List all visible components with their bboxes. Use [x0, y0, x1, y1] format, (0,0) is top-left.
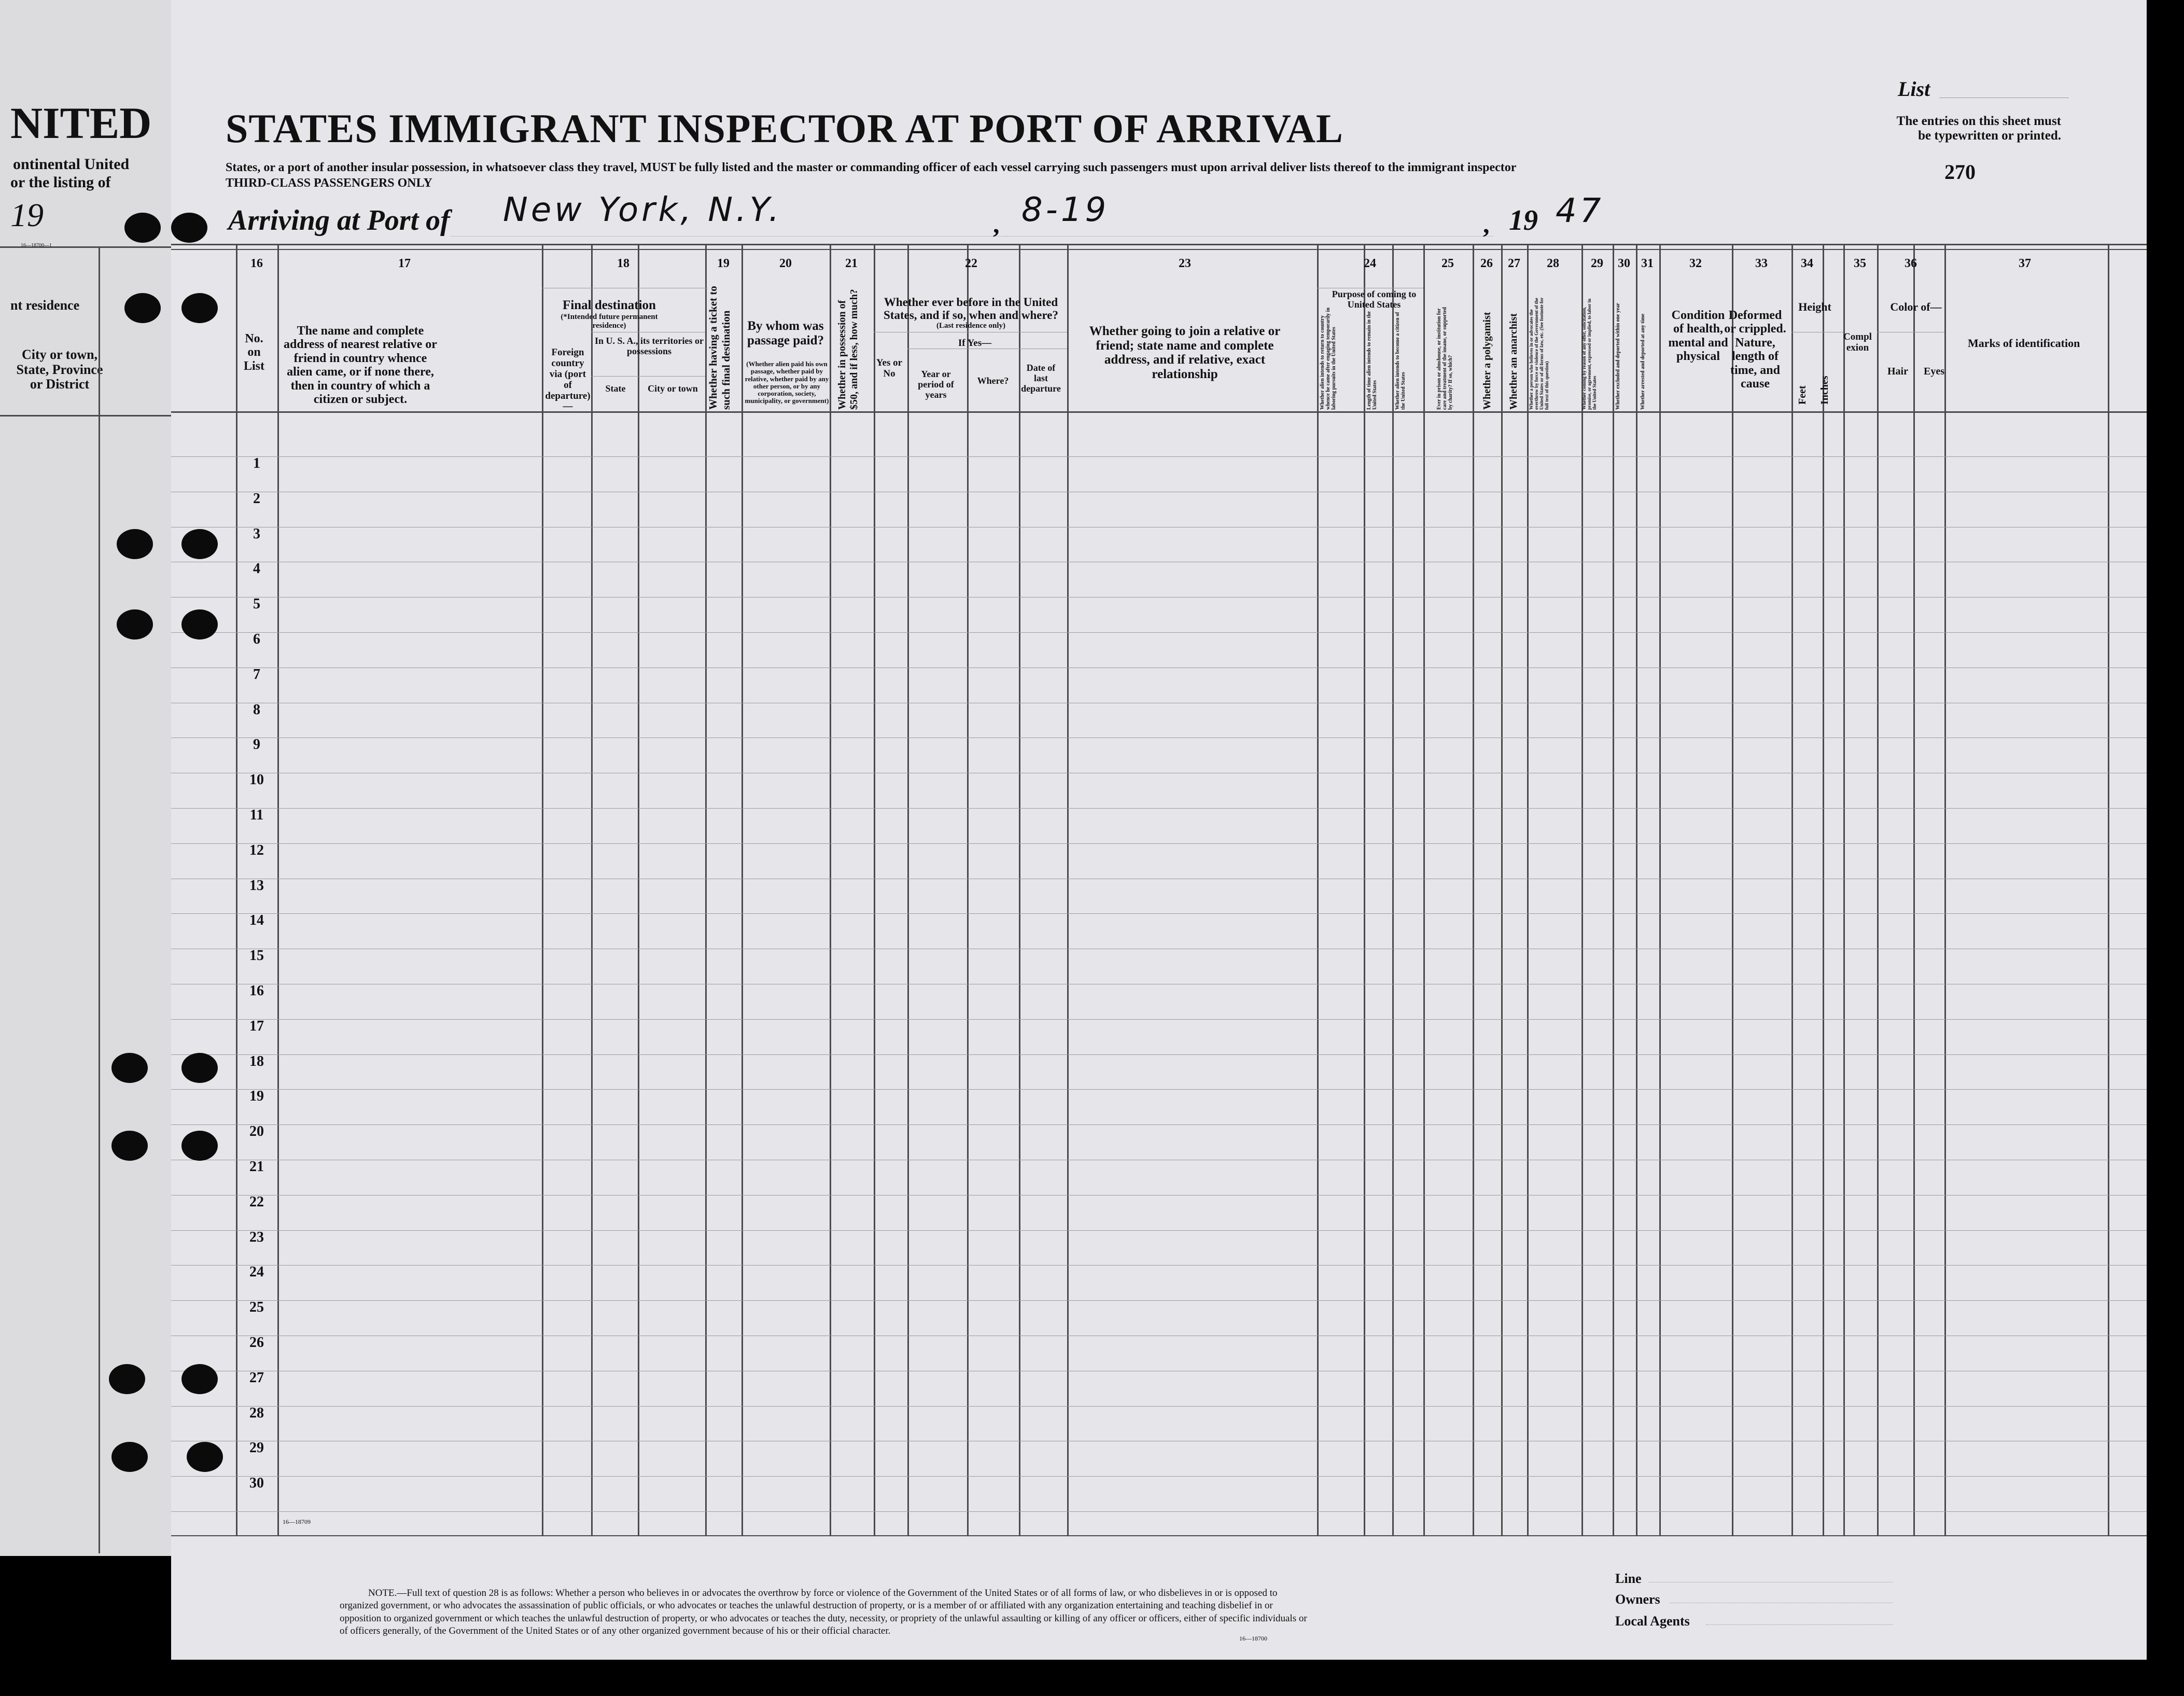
row-number: 14 — [249, 912, 264, 929]
column-rule — [1019, 244, 1020, 1535]
left-page-line2: or the listing of — [10, 174, 111, 191]
col24-sub1: Whether alien intends to return to country whence he came after engaging temporarily in laboring pursuits in the United States — [1320, 308, 1337, 410]
column-rule — [1067, 244, 1069, 1535]
comma-2: , — [1483, 210, 1490, 239]
col18-note: (*Intended future permanent residence) — [561, 313, 658, 330]
column-rule — [1613, 244, 1614, 1535]
col20-label: By whom was passage paid? — [747, 319, 824, 347]
column-rule — [967, 244, 969, 1535]
row-number: 2 — [253, 490, 260, 507]
punch-hole — [111, 1053, 148, 1083]
table-top-rule-2 — [171, 249, 2147, 250]
row-rule — [171, 1089, 2147, 1090]
column-rule — [591, 244, 593, 1535]
row-number: 21 — [249, 1159, 264, 1175]
row-rule — [171, 913, 2147, 914]
col22-years: Year or period of years — [918, 369, 954, 400]
column-rule — [1877, 244, 1879, 1535]
row-number: 17 — [249, 1018, 264, 1034]
punch-hole — [181, 1364, 218, 1394]
left-rule-header — [0, 415, 171, 416]
row-rule — [171, 1230, 2147, 1231]
local-agents-label: Local Agents — [1615, 1614, 1690, 1629]
col23-label: Whether going to join a relative or friend; state name and complete address, and if relative, exact relationship — [1089, 324, 1281, 381]
column-rule — [830, 244, 831, 1535]
col37-label: Marks of identification — [1968, 337, 2080, 350]
col22-ifyes: If Yes— — [958, 338, 992, 349]
column-rule — [1423, 244, 1425, 1535]
row-number: 30 — [249, 1475, 264, 1492]
column-number: 17 — [398, 257, 411, 270]
punch-hole — [181, 293, 218, 323]
col20-note: (Whether alien paid his own passage, whether paid by relative, whether paid by any other person, or by any corporation, society, municipality, or government) — [745, 360, 829, 405]
col35-label: Complexion — [1843, 331, 1872, 353]
column-rule — [1944, 244, 1946, 1535]
col22-note: (Last residence only) — [936, 322, 1006, 330]
row-number: 1 — [253, 455, 260, 471]
column-rule — [741, 244, 743, 1535]
col24-sub3: Whether alien intends to become a citizen of the United States — [1395, 312, 1406, 410]
row-number: 6 — [253, 631, 260, 647]
col34-inches: Inches — [1819, 376, 1830, 405]
col18-usa: In U. S. A., its territories or possessions — [595, 336, 704, 356]
table-header-rule — [171, 411, 2147, 413]
comma-1: , — [993, 210, 1000, 239]
row-number: 5 — [253, 596, 260, 613]
punch-hole — [117, 529, 153, 559]
col34-label: Height — [1798, 300, 1831, 313]
row-rule — [171, 1054, 2147, 1055]
column-rule — [1791, 244, 1793, 1535]
column-rule — [542, 244, 543, 1535]
form-code-top: 16—18700—1 — [21, 243, 52, 248]
column-number: 33 — [1755, 257, 1768, 270]
column-number: 32 — [1689, 257, 1702, 270]
form-title: STATES IMMIGRANT INSPECTOR AT PORT OF ARRIVAL — [226, 106, 1343, 151]
row-rule — [171, 1300, 2147, 1301]
column-number: 26 — [1480, 257, 1493, 270]
row-rule — [171, 808, 2147, 809]
row-number: 29 — [249, 1440, 264, 1456]
form-subtitle: States, or a port of another insular possession, in whatsoever class they travel, MUST be fully listed and the master or commanding officer of each vessel carrying such passengers must upon arrival deliver lists thereof to the immigrant inspector — [226, 161, 1517, 174]
col19-label: Whether having a ticket to such final destination — [707, 286, 732, 410]
row-number: 23 — [249, 1229, 264, 1245]
punch-hole — [171, 213, 207, 243]
col22-departure: Date of last departure — [1021, 363, 1061, 394]
column-number: 24 — [1364, 257, 1376, 270]
port-handwritten: New York, N.Y. — [503, 191, 782, 229]
column-number: 23 — [1179, 257, 1191, 270]
footnote-q28: NOTE.—Full text of question 28 is as follows: Whether a person who believes in or advocates the overthrow by force or violence of the Government of the United States or of all forms of law, or who disbelieves in or is opposed to organized government, or who advocates the assassination of public officials, or who advocates or teaches the unlawful destruction of property, or is a member of or affiliated with any organization entertaining and teaching disbelief in or opposition to organized government or which teaches the unlawful destruction of property, or who advocates or teaches the duty, necessity, or propriety of the unlawful assaulting or killing of any officer or officers, either of specific individuals or of officers generally, of the Government of the United States or of any other organized government because of his or their official character. — [340, 1588, 1307, 1636]
column-rule — [1732, 244, 1733, 1535]
column-number: 16 — [250, 257, 263, 270]
col22-yesno: Yes or No — [876, 357, 903, 379]
punch-hole — [181, 1053, 218, 1083]
col22-label: Whether ever before in the United States, and if so, when and where? — [884, 296, 1058, 322]
column-rule — [1392, 244, 1394, 1535]
row-rule — [171, 632, 2147, 633]
column-rule — [1473, 244, 1474, 1535]
column-rule — [1823, 244, 1824, 1535]
row-number: 27 — [249, 1369, 264, 1386]
row-number: 28 — [249, 1405, 264, 1421]
punch-hole — [181, 529, 218, 559]
column-number: 27 — [1508, 257, 1520, 270]
left-page-year: 19 — [10, 197, 44, 233]
row-number: 16 — [249, 983, 264, 999]
port-fill-line — [451, 236, 1016, 237]
line-label: Line — [1615, 1571, 1642, 1586]
row-number: 9 — [253, 736, 260, 753]
row-number: 8 — [253, 701, 260, 718]
row-number: 3 — [253, 525, 260, 542]
column-number: 34 — [1801, 257, 1813, 270]
col16-label: No. on List — [243, 332, 264, 373]
column-rule — [638, 244, 639, 1535]
col25-label: Ever in prison or almshouse, or institution for care and treatment of the insane, or supported by charity? If so, which? — [1436, 307, 1453, 410]
punch-hole — [111, 1442, 148, 1472]
punch-hole — [124, 293, 161, 323]
row-rule — [171, 1406, 2147, 1407]
col26-label: Whether a polygamist — [1481, 312, 1493, 410]
column-rule — [1913, 244, 1915, 1535]
row-rule — [171, 843, 2147, 844]
column-number: 36 — [1905, 257, 1917, 270]
col36-eyes: Eyes — [1924, 366, 1944, 377]
column-rule — [907, 244, 909, 1535]
column-number: 21 — [845, 257, 858, 270]
col24-label: Purpose of coming to United States — [1332, 289, 1417, 310]
col28-label: Whether a person who believes in or advocates the overthrow by force or violence of the Government of the United States or of all forms of law, etc. (See footnote for full text of this question) — [1529, 297, 1549, 410]
sheet-number: 270 — [1944, 160, 1976, 184]
table-top-rule — [171, 244, 2147, 245]
column-number: 30 — [1618, 257, 1630, 270]
column-number: 29 — [1591, 257, 1603, 270]
column-rule — [874, 244, 875, 1535]
column-rule — [1636, 244, 1637, 1535]
col29-label: Whether coming by reason of any offer, solicitation, promise, or agreement, expressed or implied, to labor in the United States — [1581, 298, 1597, 410]
left-page-col-heading: nt residence — [10, 298, 80, 313]
table-bottom-rule — [171, 1535, 2147, 1536]
row-number: 22 — [249, 1193, 264, 1210]
punch-hole — [117, 609, 153, 640]
third-class-note: THIRD-CLASS PASSENGERS ONLY — [226, 176, 432, 190]
row-number: 19 — [249, 1088, 264, 1105]
date-fill-line — [1006, 236, 1493, 237]
punch-hole — [181, 609, 218, 640]
punch-hole — [124, 213, 161, 243]
column-number: 35 — [1854, 257, 1866, 270]
row-rule — [171, 1019, 2147, 1020]
row-number: 13 — [249, 877, 264, 894]
year-prefix: 19 — [1509, 204, 1538, 237]
col18-state: State — [605, 383, 626, 394]
column-rule — [1527, 244, 1529, 1535]
column-rule — [236, 244, 237, 1535]
column-rule — [2108, 244, 2109, 1535]
row-rule — [171, 1265, 2147, 1266]
row-number: 18 — [249, 1053, 264, 1069]
punch-hole — [181, 1131, 218, 1161]
column-rule — [1317, 244, 1319, 1535]
column-rule — [277, 244, 279, 1535]
row-number: 7 — [253, 666, 260, 683]
col18-label: Final destination — [563, 298, 656, 312]
typewritten-note: The entries on this sheet must be typewritten or printed. — [1896, 114, 2061, 143]
column-number: 25 — [1441, 257, 1454, 270]
column-rule — [1581, 244, 1583, 1535]
column-number: 31 — [1641, 257, 1654, 270]
column-rule — [705, 244, 707, 1535]
left-rule-vertical — [99, 246, 100, 1553]
row-rule — [171, 1476, 2147, 1477]
date-handwritten: 8-19 — [1021, 191, 1110, 229]
col32-label: Condition of health, mental and physical — [1668, 309, 1728, 364]
left-page-title: NITED — [10, 98, 152, 148]
arriving-label: Arriving at Port of — [228, 204, 450, 237]
col21-label: Whether in possession of $50, and if less, how much? — [836, 289, 860, 410]
owners-label: Owners — [1615, 1592, 1660, 1607]
row-number: 25 — [249, 1299, 264, 1316]
left-page-line1: ontinental United — [13, 156, 130, 173]
col31-label: Whether arrested and deported at any time — [1640, 313, 1646, 410]
col30-label: Whether excluded and deported within one year — [1615, 303, 1621, 410]
column-rule — [1659, 244, 1661, 1535]
row-number: 15 — [249, 948, 264, 964]
row-number: 26 — [249, 1334, 264, 1351]
col18-foreign: Foreign country via (port of departure)— — [545, 347, 591, 412]
form-code-mid: 16—18709 — [283, 1518, 311, 1525]
column-number: 28 — [1547, 257, 1559, 270]
column-number: 18 — [617, 257, 629, 270]
row-rule — [171, 1511, 2147, 1512]
row-number: 4 — [253, 561, 260, 577]
form-code-bottom: 16—18700 — [1239, 1635, 1267, 1642]
row-number: 10 — [249, 772, 264, 788]
column-rule — [1501, 244, 1503, 1535]
punch-hole — [109, 1364, 145, 1394]
col36-hair: Hair — [1887, 366, 1908, 377]
row-rule — [171, 1124, 2147, 1125]
col22-where: Where? — [977, 376, 1009, 386]
col17-label: The name and complete address of nearest relative or friend in country whence alien came, or if none there, then in country of which a citizen or subject. — [284, 324, 437, 406]
column-rule — [1843, 244, 1845, 1535]
year-handwritten: 47 — [1556, 192, 1604, 230]
punch-hole — [187, 1442, 223, 1472]
row-number: 24 — [249, 1264, 264, 1281]
col18-city: City or town — [648, 383, 698, 394]
row-number: 20 — [249, 1123, 264, 1140]
col24-sub2: Length of time alien intends to remain in the United States — [1366, 311, 1378, 410]
col27-label: Whether an anarchist — [1508, 313, 1519, 410]
col33-label: Deformed or crippled. Nature, length of time, and cause — [1724, 309, 1786, 391]
col34-feet: Feet — [1797, 385, 1808, 405]
row-number: 11 — [249, 807, 264, 823]
list-label: List — [1898, 77, 1930, 101]
col36-label: Color of— — [1890, 300, 1942, 313]
column-number: 37 — [2019, 257, 2031, 270]
row-number: 12 — [249, 842, 264, 858]
left-page-col-sub: City or town, State, Province or District — [16, 347, 103, 392]
punch-hole — [111, 1131, 148, 1161]
agents-fill — [1706, 1624, 1893, 1625]
column-number: 20 — [779, 257, 792, 270]
subheader-rule — [591, 376, 705, 377]
column-rule — [1364, 244, 1365, 1535]
column-number: 19 — [717, 257, 730, 270]
column-number: 22 — [965, 257, 977, 270]
row-rule — [171, 456, 2147, 457]
